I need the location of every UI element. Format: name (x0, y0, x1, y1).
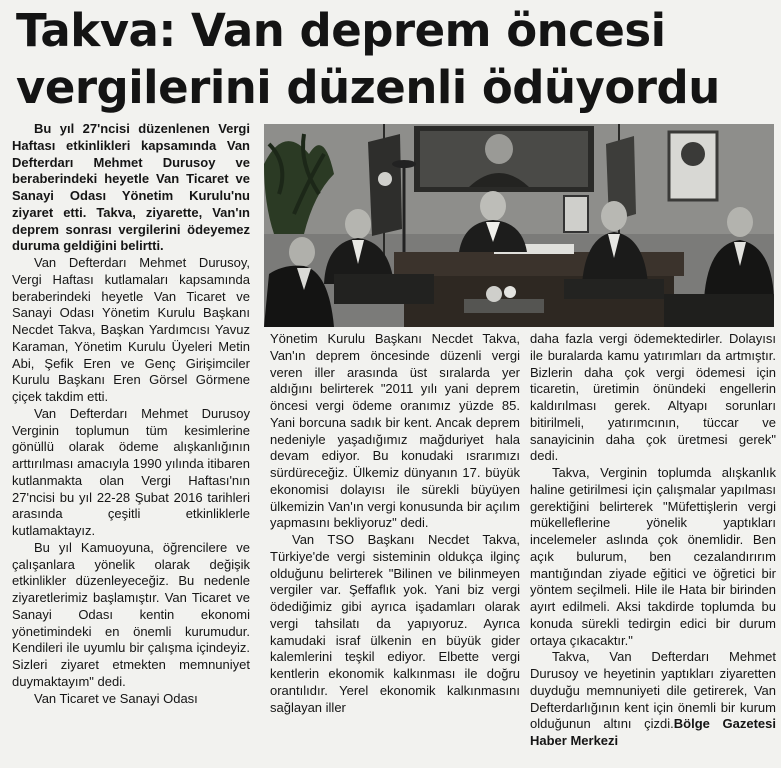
article-paragraph: Van Ticaret ve Sanayi Odası (34, 690, 198, 706)
article-column-1 (12, 121, 250, 761)
article-column-2 (270, 331, 520, 763)
article-lead: Bu yıl 27'ncisi düzenlenen Vergi Haftası etkinlikleri kapsamında Van Defterdarı Mehmet Durusoy ve beraberindeki heyetle Van Ticaret ve Sanayi Odası Yönetim Kurulu'nu ziyaret etti. Takva, ziyarette, Van'ın deprem sonrası vergilerini ödeyemez duruma geldiğini belirtti. (12, 121, 250, 254)
article-paragraph (530, 649, 776, 750)
article-paragraph: Takva, Verginin toplumda alışkanlık haline getirilmesi için çalışmalar yapılması gerektiğini belirterek "Müfettişlerin vergi mükelleflerine yönelik yaptıkları incelemeler aslında çok önemlidir. Ben açık bulurum, ben cezalandırırım mantığından ziyade eğitici ve öğretici bir yöntem seçilmeli. Hile ile Hata bir birinden ayırt edilmeli. Aksi takdirde toplumda bu konuda sürekli tedirgin edici bir durum ortaya çıkacaktır." (530, 465, 776, 648)
article-photo (264, 124, 774, 327)
article-paragraph: Van Defterdarı Mehmet Durusoy, Vergi Haftası kutlamaları kapsamında beraberindeki heyetle Van Ticaret ve Sanayi Odası Yönetim Kurulu Başkanı Necdet Takva, Başkan Yardımcısı Yavuz Karaman, Yönetim Kurulu Üyeleri Metin Abi, Şefik Eren ve Genç Girişimciler Kurulu Başkanı Eren Görsel Görmene çiçek takdim etti. (12, 255, 250, 404)
article-paragraph: Van Defterdarı Mehmet Durusoy Verginin toplumun tüm kesimlerine gönüllü olarak ödeme alışkanlığının arttırılması amacıyla 1990 yılında itibaren kutlanmakta olan Vergi Haftası'nın 27'ncisi bu yıl 22-28 Şubat 2016 tarihleri arasında çeşitli etkinliklerle kutlamaktayız. (12, 405, 250, 538)
article-paragraph: Bu yıl Kamuoyuna, öğrencilere ve çalışanlara yönelik olarak değişik etkinlikler düzenleyeceğiz. Bu nedenle ziyaretlerimiz başlamıştır. Van Ticaret ve Sanayi Odası kentin ekonomi yönetimindeki en önemli kurumudur. Kendileri ile uyumlu bir çalışma içindeyiz. Sizleri ziyaret etmekten memnuniyet duymaktayım" dedi. (12, 539, 250, 689)
article-column-3 (530, 331, 776, 763)
article-paragraph-text: Takva, Van Defterdarı Mehmet Durusoy ve heyetinin yaptıkları ziyaretten duyduğu memnuniyeti dile getirerek, Van Defterdarlığının kent için önemli bir kurum olduğunun altını çizdi. (530, 649, 776, 732)
article-paragraph: daha fazla vergi ödemektedirler. Dolayısı ile buralarda kamu yatırımları da artmıştır. Bizlerin daha çok vergi ödemesi için ticaretin, üretimin önündeki engellerin kaldırılması gerek. Altyapı sorunları bitirilmeli, yatırımcının, tüccar ve sanayicinin daha çok üretmesi gerek" dedi. (530, 331, 776, 464)
headline-line-2: vergilerini düzenli ödüyordu (16, 61, 720, 114)
article-byline: Bölge Gazetesi Haber Merkezi (530, 716, 776, 748)
article-paragraph: Yönetim Kurulu Başkanı Necdet Takva, Van'ın deprem öncesinde düzenli vergi veren iller arasında üst sıralarda yer aldığını belirterek "2011 yılı yani deprem öncesi vergi ödeme oranımız yüzde 85. Yani borcuna sadık bir kent. Ancak deprem nedeniyle yaşadığımız mağduriyet hala devam ediyor. Bu konudaki ısrarımızı sürdüreceğiz. Ülkemiz dünyanın 17. büyük ekonomisi dolayısı ile sürekli büyüyen ülkemizin Van'ın vergi konusunda bir açılım yapmasını bekliyoruz" dedi. (270, 331, 520, 531)
headline-line-1: Takva: Van deprem öncesi (16, 4, 666, 57)
article-paragraph: Van TSO Başkanı Necdet Takva, Türkiye'de vergi sisteminin oldukça ilginç olduğunu belirterek "Bilinen ve bilinmeyen vergiler var. Şeffaflık yok. Yani biz vergi ödediğimiz gibi ayrıca işadamları olarak vergi tahsilatı da yapıyoruz. Ayrıca kamudaki israf ülkenin en büyük gider kalemlerini teşkil ediyor. Elbette vergi kentlerin ekonomik kalkınması ile doğru orantılıdır. Yerel ekonomik kalkınmasını sağlayan iller (270, 532, 520, 715)
article-headline (16, 2, 776, 116)
